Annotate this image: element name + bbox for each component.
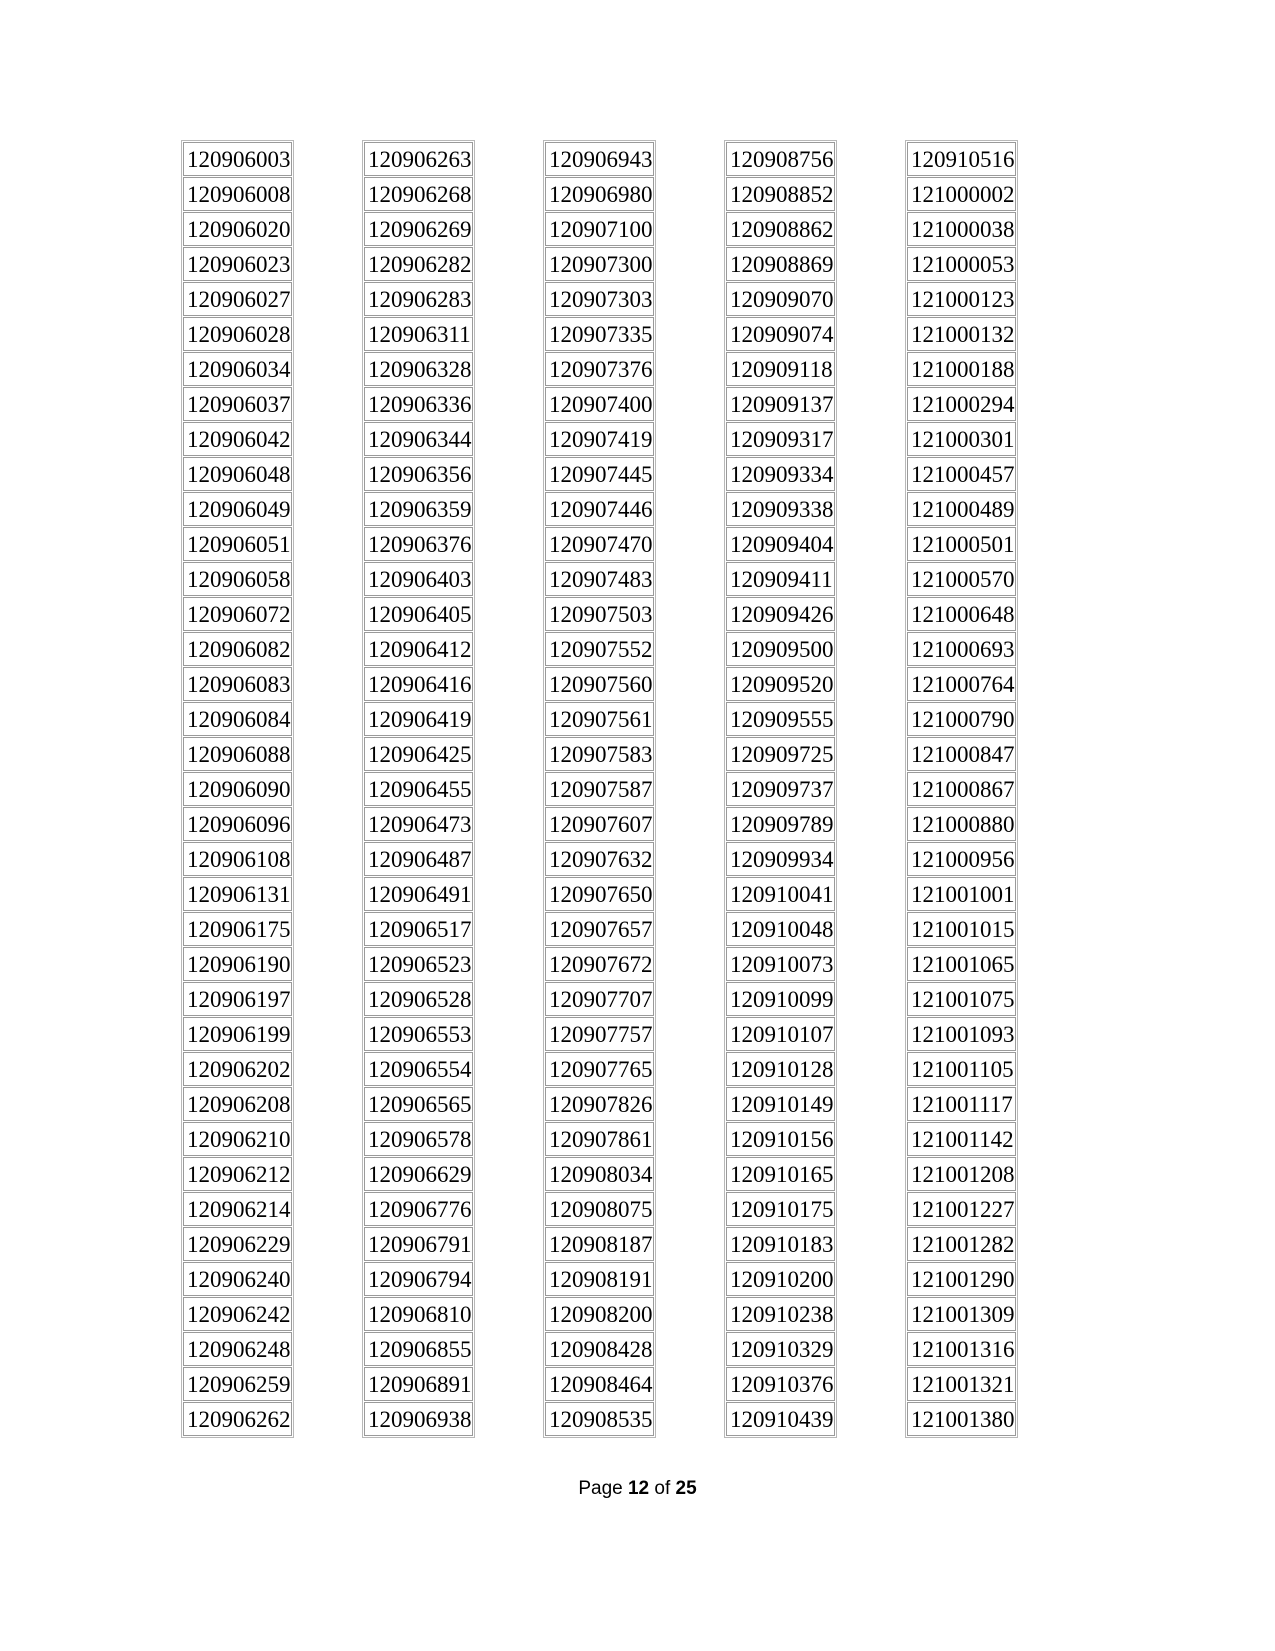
number-cell: 120909070 [726,282,835,316]
page-footer [0,1478,1275,1500]
number-cell: 120907400 [545,387,654,421]
number-cell: 120906473 [364,807,473,841]
number-cell: 120906405 [364,597,473,631]
number-cell: 120906943 [545,142,654,176]
number-cell: 120907583 [545,737,654,771]
number-cell: 120910073 [726,947,835,981]
number-cell: 120908464 [545,1367,654,1401]
number-cell: 120907335 [545,317,654,351]
number-cell: 120910165 [726,1157,835,1191]
number-cell: 120907657 [545,912,654,946]
number-cell: 121001075 [907,982,1016,1016]
number-cell: 120908075 [545,1192,654,1226]
number-cell: 121000501 [907,527,1016,561]
number-cell: 120906491 [364,877,473,911]
number-cell: 120910041 [726,877,835,911]
number-cell: 120906082 [183,632,292,666]
number-cell: 120909137 [726,387,835,421]
number-list-column-4 [724,140,837,1438]
number-cell: 121000301 [907,422,1016,456]
number-cell: 121000693 [907,632,1016,666]
number-cell: 120908852 [726,177,835,211]
number-cell: 120906938 [364,1402,473,1436]
number-cell: 120907587 [545,772,654,806]
number-cell: 120906794 [364,1262,473,1296]
number-cell: 120906810 [364,1297,473,1331]
number-cell: 120910439 [726,1402,835,1436]
number-cell: 121001142 [907,1122,1016,1156]
number-list-column-1 [181,140,294,1438]
number-cell: 120909426 [726,597,835,631]
number-cell: 120906003 [183,142,292,176]
number-cell: 121001093 [907,1017,1016,1051]
page-label: Page [578,1478,628,1499]
number-cell: 120906008 [183,177,292,211]
number-cell: 120906088 [183,737,292,771]
number-cell: 120909338 [726,492,835,526]
number-cell: 120910200 [726,1262,835,1296]
number-cell: 120910376 [726,1367,835,1401]
number-cell: 120906553 [364,1017,473,1051]
number-cell: 120906356 [364,457,473,491]
number-cell: 120906190 [183,947,292,981]
number-cell: 120909411 [726,562,835,596]
number-cell: 121001001 [907,877,1016,911]
number-cell: 120906791 [364,1227,473,1261]
number-cell: 120906517 [364,912,473,946]
number-cell: 120909317 [726,422,835,456]
number-cell: 120906175 [183,912,292,946]
number-cell: 120906269 [364,212,473,246]
number-list-column-3 [543,140,656,1438]
number-cell: 120906419 [364,702,473,736]
number-cell: 120907632 [545,842,654,876]
number-cell: 120909789 [726,807,835,841]
number-cell: 120908428 [545,1332,654,1366]
number-cell: 121001290 [907,1262,1016,1296]
number-cell: 120909934 [726,842,835,876]
number-cell: 120906242 [183,1297,292,1331]
number-cell: 120906084 [183,702,292,736]
number-cell: 121000790 [907,702,1016,736]
number-cell: 121001015 [907,912,1016,946]
number-cell: 120906072 [183,597,292,631]
total-pages-number: 25 [675,1478,697,1499]
number-cell: 120909074 [726,317,835,351]
number-cell: 120908200 [545,1297,654,1331]
number-cell: 120906229 [183,1227,292,1261]
number-cell: 120907672 [545,947,654,981]
number-cell: 120906283 [364,282,473,316]
number-cell: 120906425 [364,737,473,771]
number-cell: 120910238 [726,1297,835,1331]
number-cell: 120907445 [545,457,654,491]
number-list-column-5 [905,140,1018,1438]
number-cell: 120906027 [183,282,292,316]
number-cell: 120907419 [545,422,654,456]
number-cell: 120906049 [183,492,292,526]
number-cell: 121001208 [907,1157,1016,1191]
number-cell: 121001105 [907,1052,1016,1086]
number-cell: 120906051 [183,527,292,561]
number-cell: 120906083 [183,667,292,701]
number-cell: 120907503 [545,597,654,631]
number-cell: 121000867 [907,772,1016,806]
number-cell: 120908862 [726,212,835,246]
number-cell: 121000002 [907,177,1016,211]
number-cell: 120910156 [726,1122,835,1156]
number-cell: 121000188 [907,352,1016,386]
number-cell: 121001321 [907,1367,1016,1401]
number-cell: 120906048 [183,457,292,491]
number-cell: 121001282 [907,1227,1016,1261]
number-cell: 120906034 [183,352,292,386]
number-cell: 120906855 [364,1332,473,1366]
number-cell: 120910128 [726,1052,835,1086]
number-cell: 120907826 [545,1087,654,1121]
number-cell: 120906210 [183,1122,292,1156]
number-cell: 121000956 [907,842,1016,876]
number-cell: 120906212 [183,1157,292,1191]
number-cell: 120910107 [726,1017,835,1051]
number-cell: 121000123 [907,282,1016,316]
number-cell: 120909500 [726,632,835,666]
number-cell: 120906282 [364,247,473,281]
number-cell: 120906240 [183,1262,292,1296]
number-cell: 121000880 [907,807,1016,841]
number-cell: 120910175 [726,1192,835,1226]
number-cell: 121000764 [907,667,1016,701]
number-cell: 120907561 [545,702,654,736]
number-cell: 120909334 [726,457,835,491]
number-cell: 120908191 [545,1262,654,1296]
number-cell: 121000847 [907,737,1016,771]
number-cell: 121000132 [907,317,1016,351]
number-cell: 120910329 [726,1332,835,1366]
number-cell: 121001316 [907,1332,1016,1366]
number-cell: 120907483 [545,562,654,596]
number-cell: 121000053 [907,247,1016,281]
number-cell: 120907303 [545,282,654,316]
number-cell: 120910516 [907,142,1016,176]
number-cell: 120907100 [545,212,654,246]
number-cell: 120906629 [364,1157,473,1191]
number-cell: 120907707 [545,982,654,1016]
number-cell: 120906199 [183,1017,292,1051]
number-cell: 121000038 [907,212,1016,246]
number-cell: 121001380 [907,1402,1016,1436]
number-cell: 120906262 [183,1402,292,1436]
number-list-column-2 [362,140,475,1438]
number-cell: 120906108 [183,842,292,876]
number-cell: 120906412 [364,632,473,666]
number-cell: 120906416 [364,667,473,701]
page-of-label: of [649,1478,676,1499]
number-cell: 120906565 [364,1087,473,1121]
number-cell: 120906096 [183,807,292,841]
number-cell: 120910183 [726,1227,835,1261]
number-cell: 120906359 [364,492,473,526]
number-cell: 120908535 [545,1402,654,1436]
number-cell: 120909404 [726,527,835,561]
number-cell: 120908187 [545,1227,654,1261]
number-cell: 120909555 [726,702,835,736]
number-cell: 121001117 [907,1087,1016,1121]
number-cell: 120906487 [364,842,473,876]
number-cell: 120907757 [545,1017,654,1051]
number-cell: 121000570 [907,562,1016,596]
number-cell: 120907560 [545,667,654,701]
number-cell: 120906528 [364,982,473,1016]
number-cell: 120907552 [545,632,654,666]
number-cell: 120907376 [545,352,654,386]
number-cell: 120907300 [545,247,654,281]
number-cell: 120910099 [726,982,835,1016]
number-cell: 121001227 [907,1192,1016,1226]
number-cell: 120906058 [183,562,292,596]
number-cell: 121000648 [907,597,1016,631]
number-cell: 120906344 [364,422,473,456]
number-cell: 120906259 [183,1367,292,1401]
number-cell: 120909520 [726,667,835,701]
number-cell: 120906197 [183,982,292,1016]
number-cell: 120906980 [545,177,654,211]
number-cell: 120906202 [183,1052,292,1086]
number-cell: 120906090 [183,772,292,806]
number-cell: 120906263 [364,142,473,176]
number-cell: 120906214 [183,1192,292,1226]
number-cell: 120907650 [545,877,654,911]
number-cell: 121001309 [907,1297,1016,1331]
number-cell: 120906311 [364,317,473,351]
number-cell: 120906042 [183,422,292,456]
number-cell: 120906455 [364,772,473,806]
number-cell: 120906023 [183,247,292,281]
number-cell: 120906891 [364,1367,473,1401]
number-cell: 120906037 [183,387,292,421]
number-cell: 120907470 [545,527,654,561]
number-cell: 120906776 [364,1192,473,1226]
number-cell: 120906523 [364,947,473,981]
number-cell: 121001065 [907,947,1016,981]
number-cell: 120906403 [364,562,473,596]
number-cell: 120907861 [545,1122,654,1156]
number-cell: 120908756 [726,142,835,176]
number-cell: 120906028 [183,317,292,351]
number-cell: 120907765 [545,1052,654,1086]
number-cell: 120909118 [726,352,835,386]
number-cell: 120909737 [726,772,835,806]
number-cell: 120906020 [183,212,292,246]
number-cell: 120907607 [545,807,654,841]
number-cell: 120906208 [183,1087,292,1121]
number-cell: 120910048 [726,912,835,946]
number-cell: 120906248 [183,1332,292,1366]
number-cell: 120908869 [726,247,835,281]
current-page-number: 12 [627,1478,650,1499]
number-cell: 120908034 [545,1157,654,1191]
number-cell: 120906336 [364,387,473,421]
number-cell: 120906578 [364,1122,473,1156]
number-cell: 121000457 [907,457,1016,491]
number-cell: 121000489 [907,492,1016,526]
number-cell: 120910149 [726,1087,835,1121]
number-cell: 121000294 [907,387,1016,421]
number-cell: 120906328 [364,352,473,386]
number-cell: 120906554 [364,1052,473,1086]
number-cell: 120906268 [364,177,473,211]
number-cell: 120909725 [726,737,835,771]
number-cell: 120906131 [183,877,292,911]
number-cell: 120907446 [545,492,654,526]
number-cell: 120906376 [364,527,473,561]
